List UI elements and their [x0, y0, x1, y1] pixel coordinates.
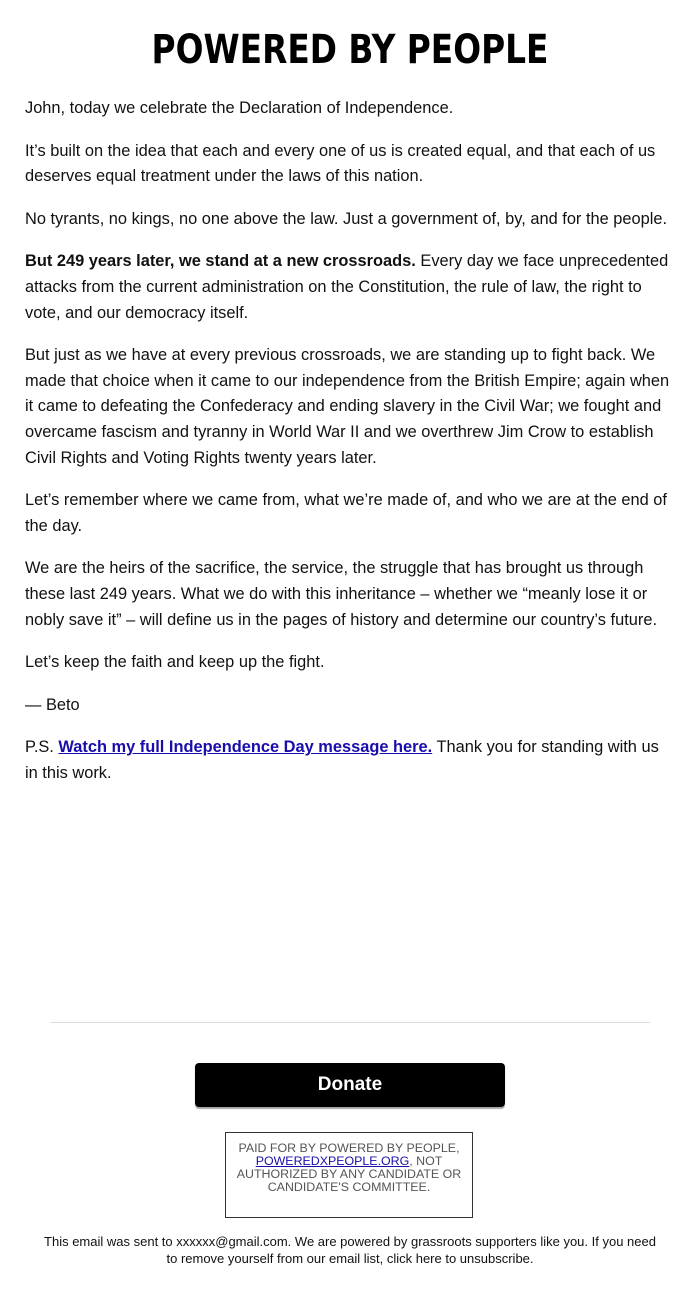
brand-logo: POWERED BY PEOPLE [151, 27, 549, 73]
ps-prefix: P.S. [25, 738, 59, 757]
email-header [0, 0, 700, 76]
organization-link[interactable]: POWEREDXPEOPLE.ORG [255, 1154, 410, 1168]
disclaimer-text: , NOT AUTHORIZED BY ANY CANDIDATE OR CANDIDATE'S COMMITTEE. [236, 1154, 462, 1194]
greeting-paragraph: John, today we celebrate the Declaration of Independence. [25, 99, 454, 117]
body-paragraph: We are the heirs of the sacrifice, the service, the struggle that has brought us through these last 249 years. What we do with this inheritance – whether we “meanly lose it or nobly save it” – will define us in the pages of history and determine our country’s future. [25, 559, 657, 629]
body-text: Every day we face unprecedented attacks from the current administration on the Constitution, the rule of law, the right to vote, and our democracy itself. [25, 252, 669, 322]
section-divider [50, 1022, 650, 1023]
signature: — Beto [25, 695, 80, 714]
postscript [25, 735, 675, 786]
body-paragraph: Let’s remember where we came from, what we’re made of, and who we are at the end of the day. [25, 491, 667, 535]
disclaimer-text: PAID FOR BY POWERED BY PEOPLE, [238, 1141, 460, 1155]
watch-message-link[interactable]: Watch my full Independence Day message here. [58, 738, 433, 757]
body-paragraph: Let’s keep the faith and keep up the fight. [25, 653, 325, 672]
crossroads-emphasis: But 249 years later, we stand at a new crossroads. [25, 252, 416, 271]
paid-for-disclaimer [225, 1132, 473, 1218]
donate-button[interactable]: Donate [195, 1063, 505, 1107]
footer-note: This email was sent to xxxxxx@gmail.com. We are powered by grassroots supporters like you. If you need to remove yourself from our email list, click here to unsubscribe. [44, 1234, 656, 1266]
body-paragraph: No tyrants, no kings, no one above the law. Just a government of, by, and for the people. [25, 209, 668, 228]
ps-suffix: Thank you for standing with us in this work. [25, 738, 659, 782]
body-paragraph [25, 249, 675, 326]
body-paragraph: It’s built on the idea that each and every one of us is created equal, and that each of us deserves equal treatment under the laws of this nation. [25, 141, 656, 186]
body-paragraph: But just as we have at every previous crossroads, we are standing up to fight back. We made that choice when it came to our independence from the British Empire; again when it came to defeating the Confederacy and ending slavery in the Civil War; we fought and overcame fascism and tyranny in World War II and we overthrew Jim Crow to establish Civil Rights and Voting Rights twenty years later. [25, 346, 670, 467]
email-body [25, 96, 675, 803]
